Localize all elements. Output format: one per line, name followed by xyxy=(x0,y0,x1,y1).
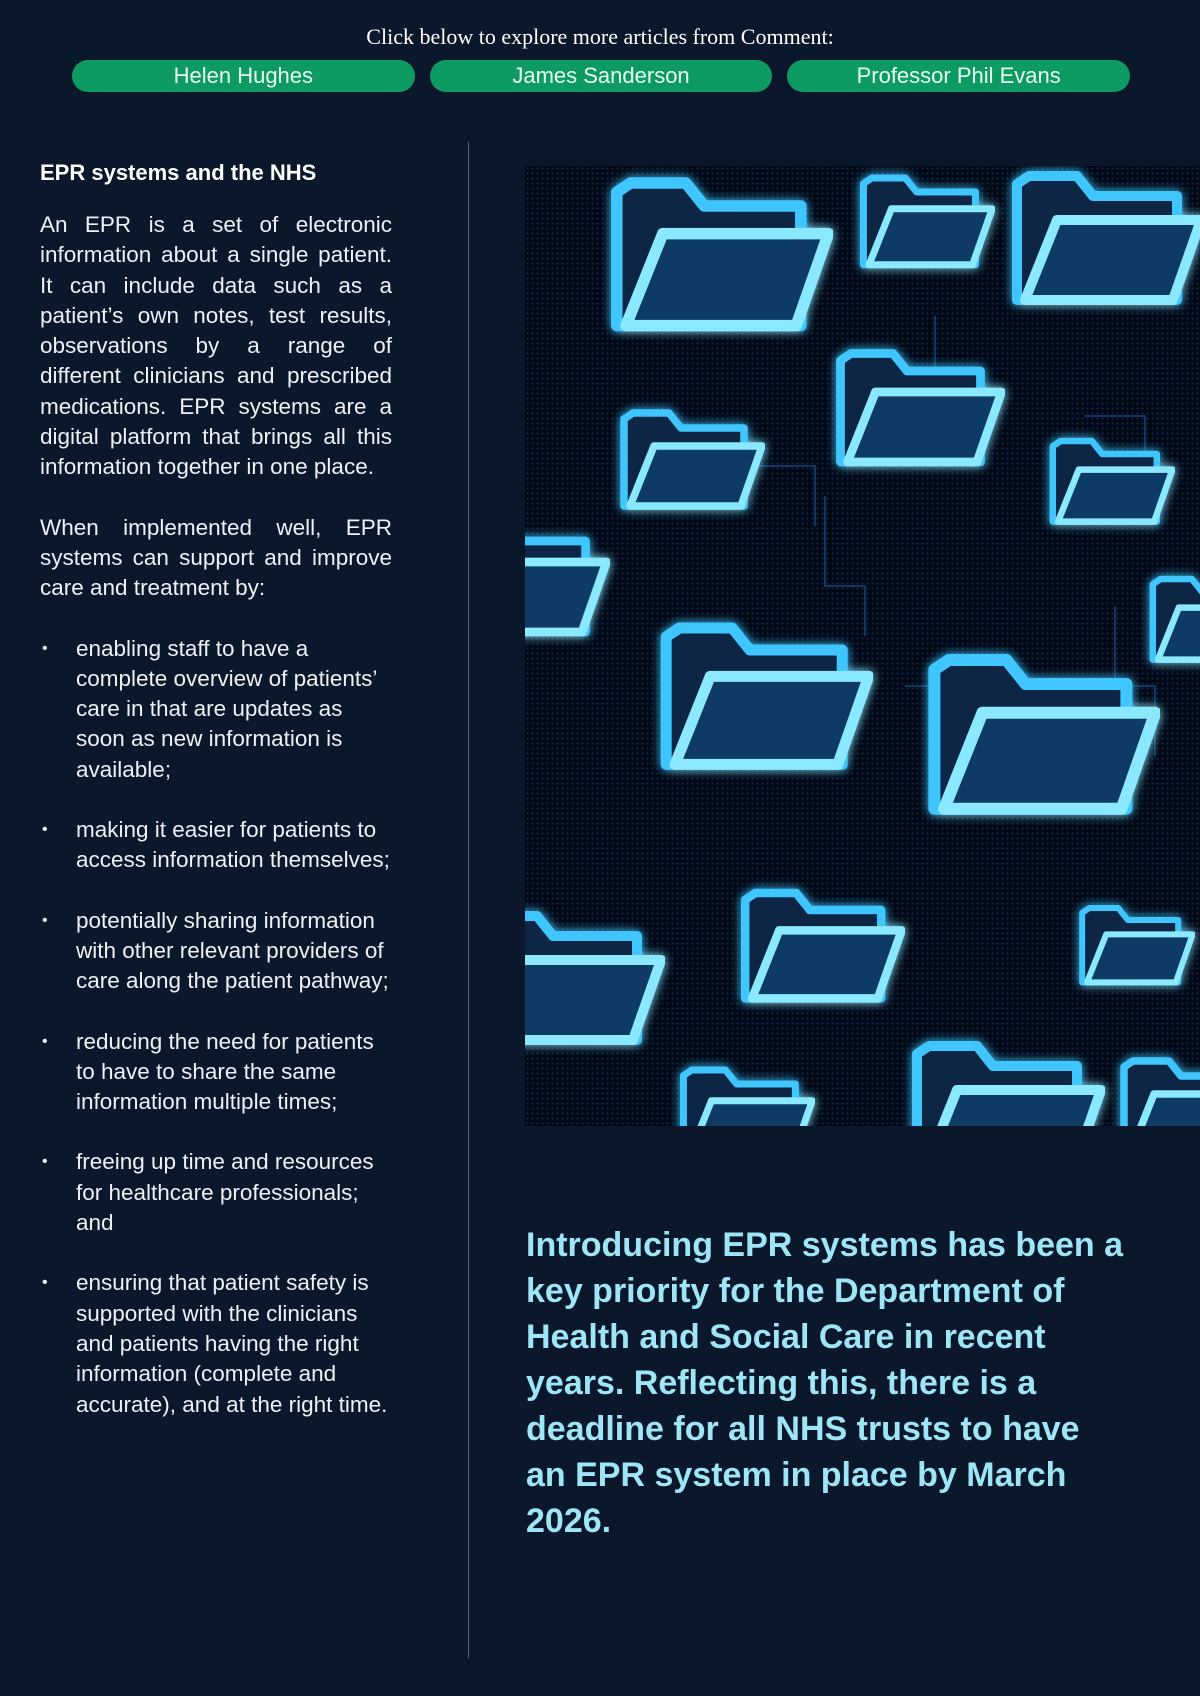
intro-paragraph: An EPR is a set of electronic information about a single patient. It can include data such as a patient’s own notes, test results, observations by a range of different clinicians and prescribed medications. EPR systems are a digital platform that brings all this information together in one place. xyxy=(40,212,392,480)
column-divider xyxy=(468,142,469,1658)
bullet-icon: • xyxy=(42,1274,48,1292)
bullet-icon: • xyxy=(42,911,48,929)
list-item xyxy=(40,906,392,997)
bullet-icon: • xyxy=(42,821,48,839)
digital-folders-image xyxy=(525,166,1200,1126)
list-item xyxy=(40,1027,392,1118)
benefits-list xyxy=(40,634,392,1420)
list-item-text: potentially sharing information with other relevant providers of care along the patient pathway; xyxy=(76,907,389,994)
benefits-intro-paragraph: When implemented well, EPR systems can support and improve care and treatment by: xyxy=(40,514,392,601)
article-column xyxy=(40,158,392,1450)
bullet-icon: • xyxy=(42,1032,48,1050)
list-item-text: ensuring that patient safety is supported with the clinicians and patients having the right information (complete and accurate), and at the right time. xyxy=(76,1270,388,1417)
explore-prompt: Click below to explore more articles from Comment: xyxy=(366,24,834,49)
author-button-helen-hughes[interactable]: Helen Hughes xyxy=(72,60,415,92)
list-item-text: reducing the need for patients to have to share the same information multiple times; xyxy=(76,1028,374,1115)
author-links xyxy=(72,60,1130,92)
list-item xyxy=(40,634,392,785)
folder-grid-illustration xyxy=(525,166,1200,1126)
bullet-icon: • xyxy=(42,1153,48,1171)
list-item xyxy=(40,1147,392,1238)
section-heading: EPR systems and the NHS xyxy=(40,160,317,185)
bullet-icon: • xyxy=(42,639,48,657)
list-item-text: making it easier for patients to access information themselves; xyxy=(76,817,390,873)
pull-quote: Introducing EPR systems has been a key priority for the Department of Health and Social Care in recent years. Reflecting this, there is a deadline for all NHS trusts to have an EPR system in place by March 2026. xyxy=(526,1226,1124,1540)
author-button-phil-evans[interactable]: Professor Phil Evans xyxy=(787,60,1130,92)
list-item-text: enabling staff to have a complete overview of patients’ care in that are updates as soon as new information is available; xyxy=(76,635,377,782)
list-item xyxy=(40,815,392,876)
author-button-james-sanderson[interactable]: James Sanderson xyxy=(430,60,773,92)
explore-bar xyxy=(0,0,1200,120)
list-item-text: freeing up time and resources for healthcare professionals; and xyxy=(76,1149,374,1236)
list-item xyxy=(40,1268,392,1419)
